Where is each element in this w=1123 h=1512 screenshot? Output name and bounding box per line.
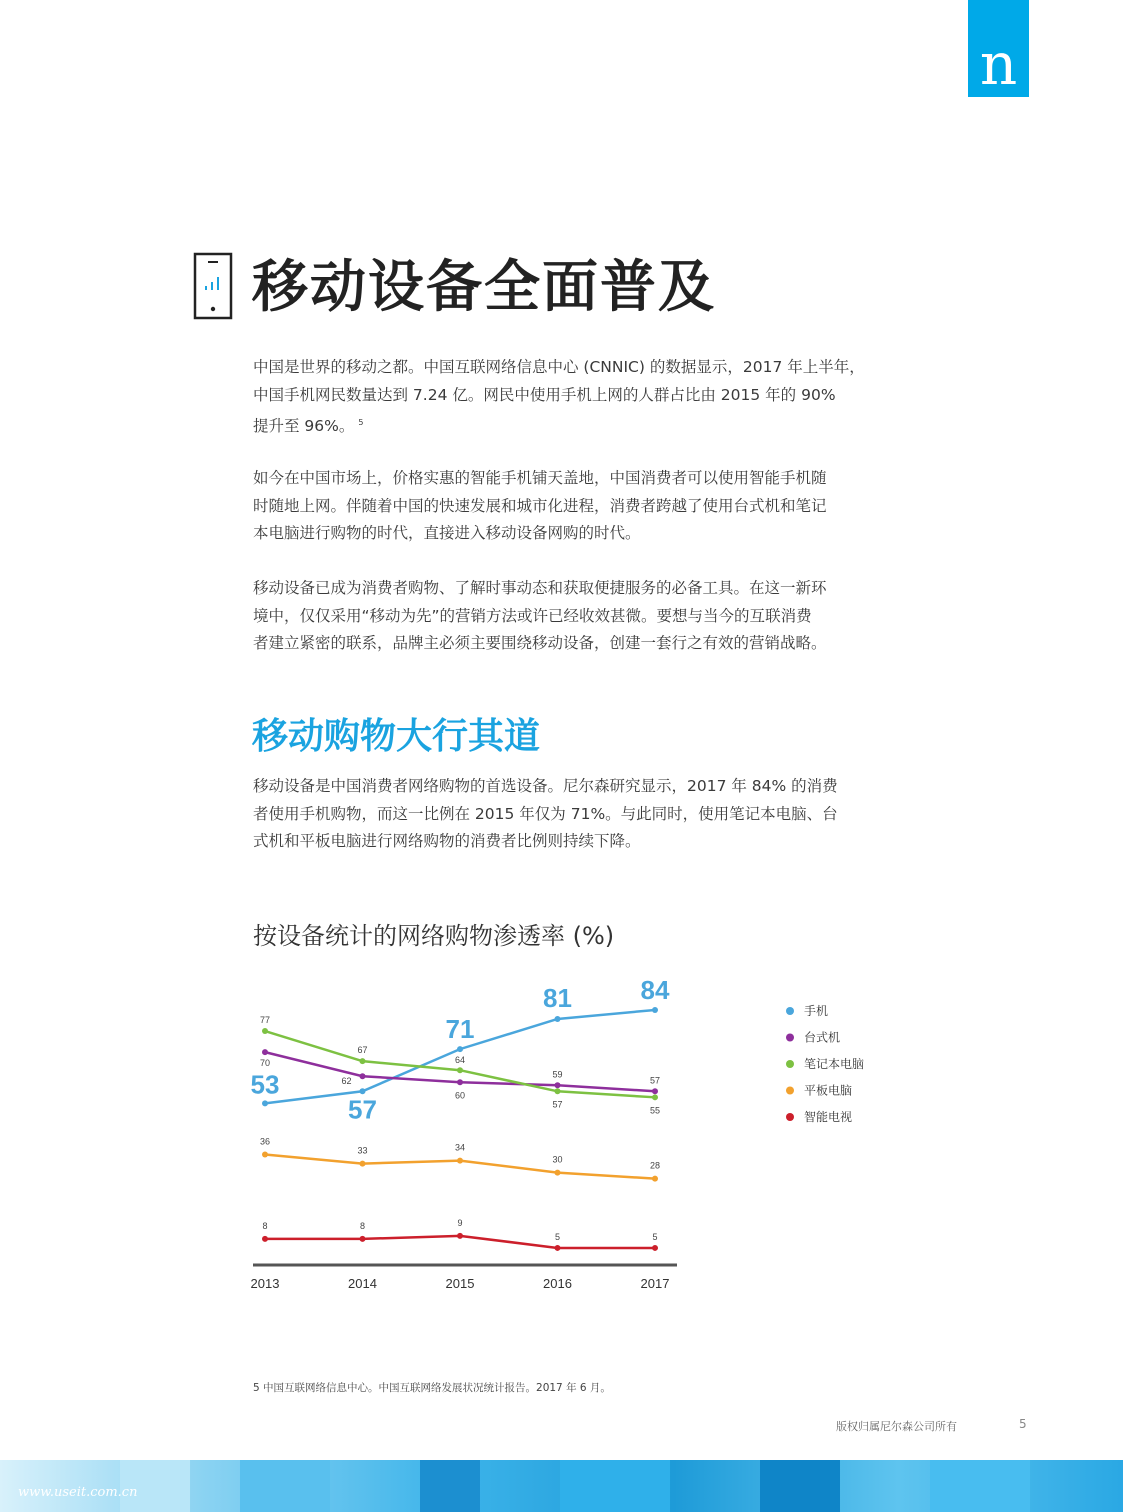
- paragraph-2-line-2: 时随地上网。伴随着中国的快速发展和城市化进程，消费者跨越了使用台式机和笔记: [253, 496, 827, 515]
- section-paragraph-line-3: 式机和平板电脑进行网络购物的消费者比例则持续下降。: [253, 832, 641, 850]
- data-point: [262, 1236, 268, 1242]
- legend-swatch: [786, 1060, 794, 1068]
- data-label: 53: [250, 1069, 280, 1100]
- paragraph-2-line-3: 本电脑进行购物的时代，直接进入移动设备网购的时代。: [253, 524, 641, 542]
- data-point: [360, 1236, 366, 1242]
- data-point: [262, 1049, 268, 1055]
- data-point: [555, 1082, 561, 1088]
- data-point: [457, 1233, 463, 1239]
- data-point: [652, 1007, 658, 1013]
- data-point: [652, 1094, 658, 1100]
- data-label: 70: [259, 1058, 271, 1069]
- data-label: 36: [259, 1136, 271, 1147]
- footnote-ref: 5: [358, 418, 364, 427]
- paragraph-3-line-1: 移动设备已成为消费者购物、了解时事动态和获取便捷服务的必备工具。在这一新环: [253, 579, 827, 597]
- watermark: www.useit.com.cn: [18, 1485, 138, 1500]
- section-title: 移动购物大行其道: [252, 716, 541, 757]
- data-point: [360, 1058, 366, 1064]
- data-label: 5: [554, 1231, 561, 1242]
- data-point: [652, 1176, 658, 1182]
- legend-swatch: [786, 1007, 794, 1015]
- legend-label: 平板电脑: [804, 1083, 853, 1098]
- data-point: [262, 1028, 268, 1034]
- data-label: 57: [649, 1075, 661, 1086]
- legend-swatch: [786, 1034, 794, 1042]
- paragraph-1-line-2: 中国手机网民数量达到 7.24 亿。网民中使用手机上网的人群占比由 2015 年的 90%: [253, 385, 836, 404]
- paragraph-2-line-1: 如今在中国市场上，价格实惠的智能手机铺天盖地，中国消费者可以使用智能手机随: [253, 469, 827, 487]
- data-label: 84: [640, 974, 670, 1005]
- data-label: 57: [348, 1094, 377, 1125]
- data-label: 57: [552, 1099, 563, 1110]
- x-tick-label: 2017: [640, 1276, 670, 1291]
- data-point: [555, 1170, 561, 1176]
- legend-label: 台式机: [804, 1030, 841, 1045]
- data-label: 64: [454, 1055, 466, 1066]
- legend-swatch: [786, 1087, 794, 1095]
- data-point: [457, 1079, 463, 1085]
- data-label: 30: [552, 1154, 563, 1165]
- x-tick-label: 2016: [543, 1276, 572, 1291]
- data-point: [457, 1046, 463, 1052]
- x-tick-label: 2014: [348, 1276, 377, 1291]
- legend-label: 手机: [804, 1004, 829, 1018]
- data-label: 33: [357, 1145, 368, 1156]
- data-label: 8: [262, 1220, 268, 1231]
- data-label: 28: [649, 1160, 661, 1171]
- data-point: [457, 1067, 463, 1073]
- data-point: [457, 1158, 463, 1164]
- legend-label: 智能电视: [804, 1110, 853, 1124]
- data-label: 34: [454, 1142, 466, 1153]
- paragraph-3-line-3: 者建立紧密的联系，品牌主必须主要围绕移动设备，创建一套行之有效的营销战略。: [253, 634, 827, 652]
- paragraph-1-line-1: 中国是世界的移动之都。中国互联网络信息中心 (CNNIC) 的数据显示，2017 年上半年，: [253, 358, 865, 376]
- decorative-cube-band: [0, 1460, 1123, 1512]
- logo-letter: n: [979, 30, 1018, 98]
- data-point: [652, 1088, 658, 1094]
- data-label: 59: [552, 1069, 563, 1080]
- section-paragraph-line-1: 移动设备是中国消费者网络购物的首选设备。尼尔森研究显示，2017 年 84% 的消费: [253, 777, 838, 795]
- data-label: 60: [454, 1090, 466, 1101]
- chart-title: 按设备统计的网络购物渗透率 (%): [253, 922, 615, 950]
- legend-label: 笔记本电脑: [804, 1057, 865, 1071]
- data-point: [555, 1016, 561, 1022]
- data-label: 55: [649, 1105, 661, 1116]
- data-point: [262, 1100, 268, 1106]
- data-label: 71: [445, 1014, 475, 1045]
- data-label: 62: [341, 1076, 352, 1087]
- legend-swatch: [786, 1113, 794, 1121]
- data-point: [360, 1161, 366, 1167]
- x-tick-label: 2015: [445, 1276, 475, 1291]
- data-label: 67: [357, 1045, 368, 1056]
- data-label: 5: [652, 1231, 658, 1242]
- data-label: 8: [359, 1220, 366, 1231]
- paragraph-1-line-3-text: 提升至 96%。: [253, 417, 355, 436]
- data-point: [555, 1245, 561, 1251]
- footnote: 5 中国互联网络信息中心。中国互联网络发展状况统计报告。2017 年 6 月。: [253, 1382, 611, 1394]
- section-paragraph-line-2: 者使用手机购物，而这一比例在 2015 年仅为 71%。与此同时，使用笔记本电脑、台: [253, 804, 838, 823]
- data-point: [652, 1245, 658, 1251]
- x-tick-label: 2013: [250, 1276, 280, 1291]
- data-label: 81: [543, 982, 572, 1013]
- data-point: [555, 1088, 561, 1094]
- copyright: 版权归属尼尔森公司所有: [836, 1420, 957, 1433]
- data-label: 77: [259, 1015, 271, 1026]
- data-label: 9: [457, 1217, 463, 1228]
- page-title: 移动设备全面普及: [252, 255, 716, 320]
- page-number: 5: [1019, 1417, 1027, 1431]
- data-point: [262, 1152, 268, 1158]
- paragraph-3-line-2: 境中，仅仅采用“移动为先”的营销方法或许已经收效甚微。要想与当今的互联消费: [253, 606, 812, 625]
- data-point: [360, 1073, 366, 1079]
